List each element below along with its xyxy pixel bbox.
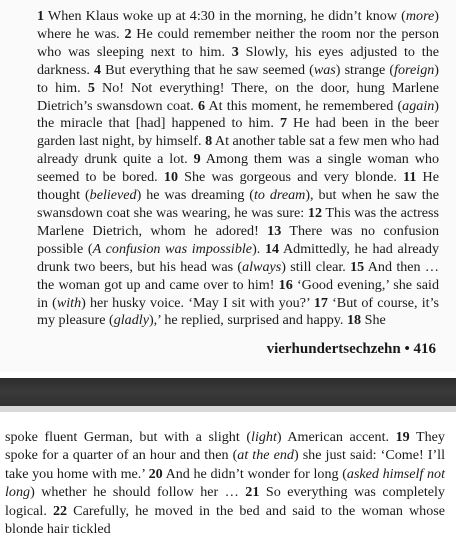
- sentence-number: 5: [87, 79, 95, 96]
- literal-translation: asked himself not long: [5, 465, 445, 501]
- text-segment: She was gorgeous and very blonde.: [177, 169, 404, 186]
- sentence-number: 13: [267, 222, 282, 239]
- text-segment: ) he was dreaming (: [136, 187, 254, 204]
- text-segment: Carefully, he moved in the bed and said to the woman whose blonde hair tickled: [5, 502, 445, 538]
- paragraph-top: [37, 8, 439, 330]
- story-text-continued: [5, 428, 445, 538]
- sentence-number: 21: [245, 484, 260, 501]
- sentence-number: 12: [307, 204, 322, 221]
- text-segment: ).: [252, 240, 265, 257]
- page-divider: [0, 378, 456, 412]
- sentence-number: 11: [403, 169, 417, 186]
- text-segment: ) her husky voice. ‘May I sit with you?’: [81, 294, 314, 311]
- literal-translation: light: [251, 429, 277, 445]
- literal-translation: more: [405, 8, 435, 24]
- text-segment: ) American accent.: [276, 429, 396, 445]
- text-segment: spoke fluent German, but with a slight (: [5, 429, 252, 445]
- sentence-number: 22: [52, 502, 68, 519]
- sentence-number: 8: [205, 133, 213, 150]
- literal-translation: to dream: [254, 187, 306, 204]
- text-segment: ),’ he replied, surprised and happy.: [148, 312, 347, 329]
- sentence-number: 6: [198, 97, 206, 114]
- text-segment: No! Not everything! There, on the door, hung Marlene Dietrich’s swansdown coat.: [37, 79, 440, 114]
- text-segment: Admittedly, he had already drunk two beers, but his head was (: [37, 240, 439, 275]
- literal-translation: foreign: [394, 61, 435, 78]
- sentence-number: 4: [93, 61, 102, 78]
- paragraph-bottom: [5, 428, 445, 538]
- text-segment: ‘Good evening,’ she said in (: [37, 276, 439, 311]
- literal-translation: gladly: [113, 312, 149, 329]
- text-segment: ) to him.: [37, 61, 439, 96]
- text-segment: ) the miracle that [had] happened to him.: [37, 97, 439, 132]
- text-segment: And he didn’t wonder for long (: [162, 465, 347, 482]
- text-segment: And then … the woman got up and came over to him!: [37, 258, 439, 293]
- text-segment: ) where he was.: [37, 8, 439, 42]
- literal-translation: with: [56, 294, 82, 311]
- text-segment: ) she just said: ‘Come! I’ll take you home with me.’: [5, 447, 446, 482]
- text-segment: At this moment, he remembered (: [205, 97, 403, 114]
- text-segment: He had been in the beer garden last night, by himself.: [37, 115, 439, 150]
- text-segment: ) whether he should follow her …: [30, 484, 246, 501]
- text-segment: There was no confusion possible (: [37, 222, 439, 257]
- text-segment: They spoke for a quarter of an hour and then (: [5, 429, 445, 464]
- text-segment: So everything was completely logical.: [5, 484, 445, 519]
- sentence-number: 18: [346, 312, 362, 329]
- literal-translation: A confusion was impossible: [92, 240, 253, 257]
- sentence-number: 1: [37, 8, 45, 24]
- text-segment: ‘But of course, it’s my pleasure (: [37, 294, 439, 329]
- sentence-number: 10: [163, 169, 178, 186]
- literal-translation: was: [313, 61, 336, 78]
- sentence-number: 15: [350, 258, 365, 275]
- text-segment: He thought (: [37, 169, 439, 204]
- text-segment: ), but when he saw the swansdown coat she was wearing, he was sure:: [37, 187, 439, 221]
- sentence-number: 19: [395, 429, 410, 445]
- sentence-number: 17: [313, 294, 328, 311]
- literal-translation: always: [242, 258, 282, 275]
- sentence-number: 16: [278, 276, 293, 293]
- literal-translation: again: [402, 97, 435, 114]
- text-segment: ) strange (: [335, 61, 395, 78]
- text-segment: When Klaus woke up at 4:30 in the morning, he didn’t know (: [44, 8, 406, 24]
- sentence-number: 2: [124, 25, 132, 42]
- page-number: vierhundertsechzehn • 416: [266, 341, 436, 357]
- text-segment: But everything that he saw seemed (: [101, 61, 314, 78]
- text-segment: This was the actress Marlene Dietrich, whom he adored!: [37, 204, 439, 239]
- text-segment: At another table sat a few men who had already drunk quite a lot.: [37, 133, 439, 168]
- sentence-number: 9: [193, 151, 201, 168]
- sentence-number: 14: [264, 240, 280, 257]
- text-segment: ) still clear.: [281, 258, 351, 275]
- text-segment: She: [361, 312, 386, 329]
- story-text: [37, 8, 439, 330]
- sentence-number: 7: [279, 115, 287, 132]
- sentence-number: 20: [148, 465, 163, 482]
- text-segment: Slowly, his eyes adjusted to the darkness.: [37, 43, 439, 78]
- literal-translation: believed: [89, 187, 137, 204]
- literal-translation: at the end: [237, 447, 294, 464]
- text-segment: Among them was a single woman who seemed to be bored.: [37, 151, 440, 186]
- text-segment: He could remember neither the room nor the person who was sleeping next to him.: [37, 25, 439, 60]
- sentence-number: 3: [231, 43, 239, 60]
